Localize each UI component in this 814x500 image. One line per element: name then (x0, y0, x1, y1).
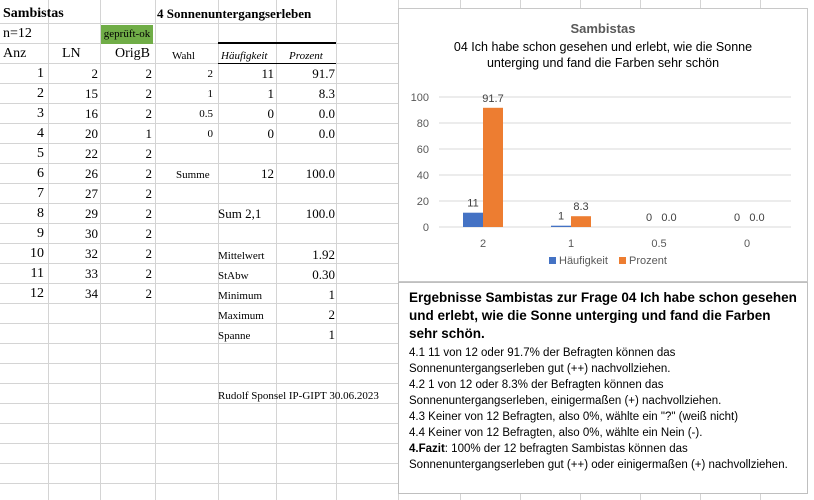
table-cell-origb: 1 (145, 126, 152, 141)
y-tick-label: 60 (416, 144, 429, 156)
header-ln: LN (62, 46, 81, 61)
table-cell-anz: 1 (37, 66, 44, 81)
results-heading: Ergebnisse Sambistas zur Frage 04 Ich habe schon gesehen und erlebt, wie die Sonne unterging und fand die Farben sehr schön. (409, 290, 797, 341)
table-cell-ln: 22 (85, 146, 98, 161)
table-cell-anz: 3 (37, 106, 44, 121)
bar-prozent (483, 108, 503, 227)
table-cell-anz: 2 (37, 86, 44, 101)
result-4-4: 4.4 Keiner von 12 Befragten, also 0%, wählte ein Nein (-). (409, 427, 703, 439)
legend-label: Häufigkeit (559, 255, 608, 267)
stat-label: Spanne (218, 330, 251, 342)
data-label: 0.0 (749, 212, 765, 224)
fazit-label: 4.Fazit (409, 443, 445, 455)
chart-panel[interactable] (398, 8, 808, 282)
chart-title: Sambistas (570, 21, 636, 36)
header-anz: Anz (3, 46, 27, 61)
stat-label: Maximum (218, 310, 264, 322)
header-origb: OrigB (115, 46, 150, 61)
chart-subtitle-line1: 04 Ich habe schon gesehen und erlebt, wie die Sonne (453, 40, 753, 54)
data-label: 8.3 (573, 201, 589, 214)
stat-value: 0.30 (312, 267, 335, 282)
result-4-1: 4.1 11 von 12 oder 91.7% der Befragten können das Sonnenuntergangserleben gut (++) nachvollziehen. (409, 347, 676, 375)
x-tick-label: 0 (743, 238, 751, 250)
bar-prozent (571, 216, 591, 227)
freq-cell-wahl: 0.5 (199, 108, 213, 120)
data-label: 0 (733, 212, 741, 224)
author-footer: Rudolf Sponsel IP-GIPT 30.06.2023 (218, 390, 379, 402)
freq-cell-wahl: 0 (207, 128, 213, 140)
table-cell-ln: 16 (85, 106, 98, 121)
legend-swatch (619, 257, 626, 264)
header-prozent: Prozent (289, 50, 323, 62)
data-label: 1 (557, 210, 565, 223)
chart-subtitle-line2: unterging und fand die Farben sehr schön (486, 56, 720, 70)
table-cell-ln: 29 (85, 206, 98, 221)
table-cell-origb: 2 (145, 66, 152, 81)
stat-value: 2 (328, 307, 335, 322)
table-cell-origb: 2 (145, 106, 152, 121)
sheet-subtitle: 4 Sonnenuntergangserleben (157, 6, 312, 21)
bar-haeufigkeit (551, 226, 571, 227)
freq-cell-h: 0 (267, 126, 274, 141)
table-cell-anz: 5 (37, 146, 44, 161)
data-label: 0.0 (661, 212, 677, 224)
results-panel[interactable] (398, 282, 808, 494)
header-wahl: Wahl (172, 50, 195, 62)
stat-value: 1 (328, 287, 335, 302)
table-cell-anz: 4 (37, 126, 44, 141)
results-body (409, 345, 801, 473)
freq-cell-p: 8.3 (318, 86, 335, 101)
table-cell-origb: 2 (145, 286, 152, 301)
summe-prozent: 100.0 (305, 166, 335, 181)
y-tick-label: 0 (422, 222, 429, 234)
table-cell-ln: 27 (85, 186, 98, 201)
legend-swatch (549, 257, 556, 264)
y-tick-label: 20 (416, 196, 429, 208)
table-cell-anz: 6 (37, 166, 44, 181)
n-label: n=12 (3, 26, 32, 41)
table-cell-ln: 2 (91, 66, 98, 81)
y-tick-label: 40 (416, 170, 429, 182)
table-cell-origb: 2 (145, 226, 152, 241)
x-tick-label: 0.5 (651, 238, 667, 250)
bar-chart (399, 9, 807, 281)
freq-cell-p: 0.0 (318, 126, 335, 141)
table-cell-origb: 2 (145, 206, 152, 221)
data-label: 91.7 (482, 92, 504, 105)
result-4-2: 4.2 1 von 12 oder 8.3% der Befragten können das Sonnenuntergangserleben, einigermaßen (+) nachvollziehen. (409, 379, 722, 407)
stat-label: Minimum (218, 290, 263, 302)
summe-label: Summe (176, 169, 210, 181)
table-cell-origb: 2 (145, 186, 152, 201)
table-cell-origb: 2 (145, 166, 152, 181)
freq-cell-p: 91.7 (312, 66, 335, 81)
freq-cell-h: 1 (267, 86, 274, 101)
table-cell-origb: 2 (145, 86, 152, 101)
freq-cell-wahl: 2 (207, 68, 213, 80)
freq-cell-wahl: 1 (207, 88, 213, 100)
table-cell-ln: 30 (85, 226, 98, 241)
table-cell-ln: 34 (85, 286, 98, 301)
bar-haeufigkeit (463, 213, 483, 227)
table-cell-anz: 10 (30, 246, 44, 261)
sheet-title: Sambistas (3, 6, 64, 21)
table-cell-origb: 2 (145, 266, 152, 281)
sum21-prozent: 100.0 (305, 206, 335, 221)
checked-badge: geprüft-ok (101, 25, 153, 44)
legend-label: Prozent (629, 255, 667, 267)
x-tick-label: 1 (567, 238, 575, 250)
table-cell-anz: 7 (37, 186, 44, 201)
fazit-text: : 100% der 12 befragten Sambistas können das Sonnenuntergangserleben gut (++) oder einigermaßen (+) nachvollziehen. (409, 443, 788, 471)
table-cell-origb: 2 (145, 246, 152, 261)
table-cell-ln: 15 (85, 86, 98, 101)
table-cell-anz: 11 (30, 266, 44, 281)
freq-cell-h: 0 (267, 106, 274, 121)
sum21-label: Sum 2,1 (218, 206, 262, 221)
header-rule (218, 42, 336, 44)
table-cell-anz: 8 (37, 206, 44, 221)
y-tick-label: 100 (410, 92, 429, 104)
stat-label: Mittelwert (218, 250, 265, 262)
data-label: 11 (467, 197, 479, 210)
table-cell-ln: 32 (85, 246, 98, 261)
table-cell-anz: 9 (37, 226, 44, 241)
y-tick-label: 80 (416, 118, 429, 130)
header-haeufigkeit: Häufigkeit (221, 50, 268, 62)
table-cell-origb: 2 (145, 146, 152, 161)
freq-cell-p: 0.0 (318, 106, 335, 121)
result-4-3: 4.3 Keiner von 12 Befragten, also 0%, wählte ein "?" (weiß nicht) (409, 411, 739, 423)
summe-haeufigkeit: 12 (261, 166, 274, 181)
table-cell-ln: 33 (85, 266, 98, 281)
table-cell-ln: 20 (85, 126, 98, 141)
table-cell-ln: 26 (85, 166, 98, 181)
data-label: 0 (645, 212, 653, 224)
result-fazit (409, 441, 801, 473)
stat-value: 1.92 (312, 247, 335, 262)
freq-cell-h: 11 (261, 66, 274, 81)
stat-value: 1 (328, 327, 335, 342)
table-cell-anz: 12 (30, 286, 44, 301)
stat-label: StAbw (218, 270, 249, 282)
x-tick-label: 2 (479, 238, 487, 250)
